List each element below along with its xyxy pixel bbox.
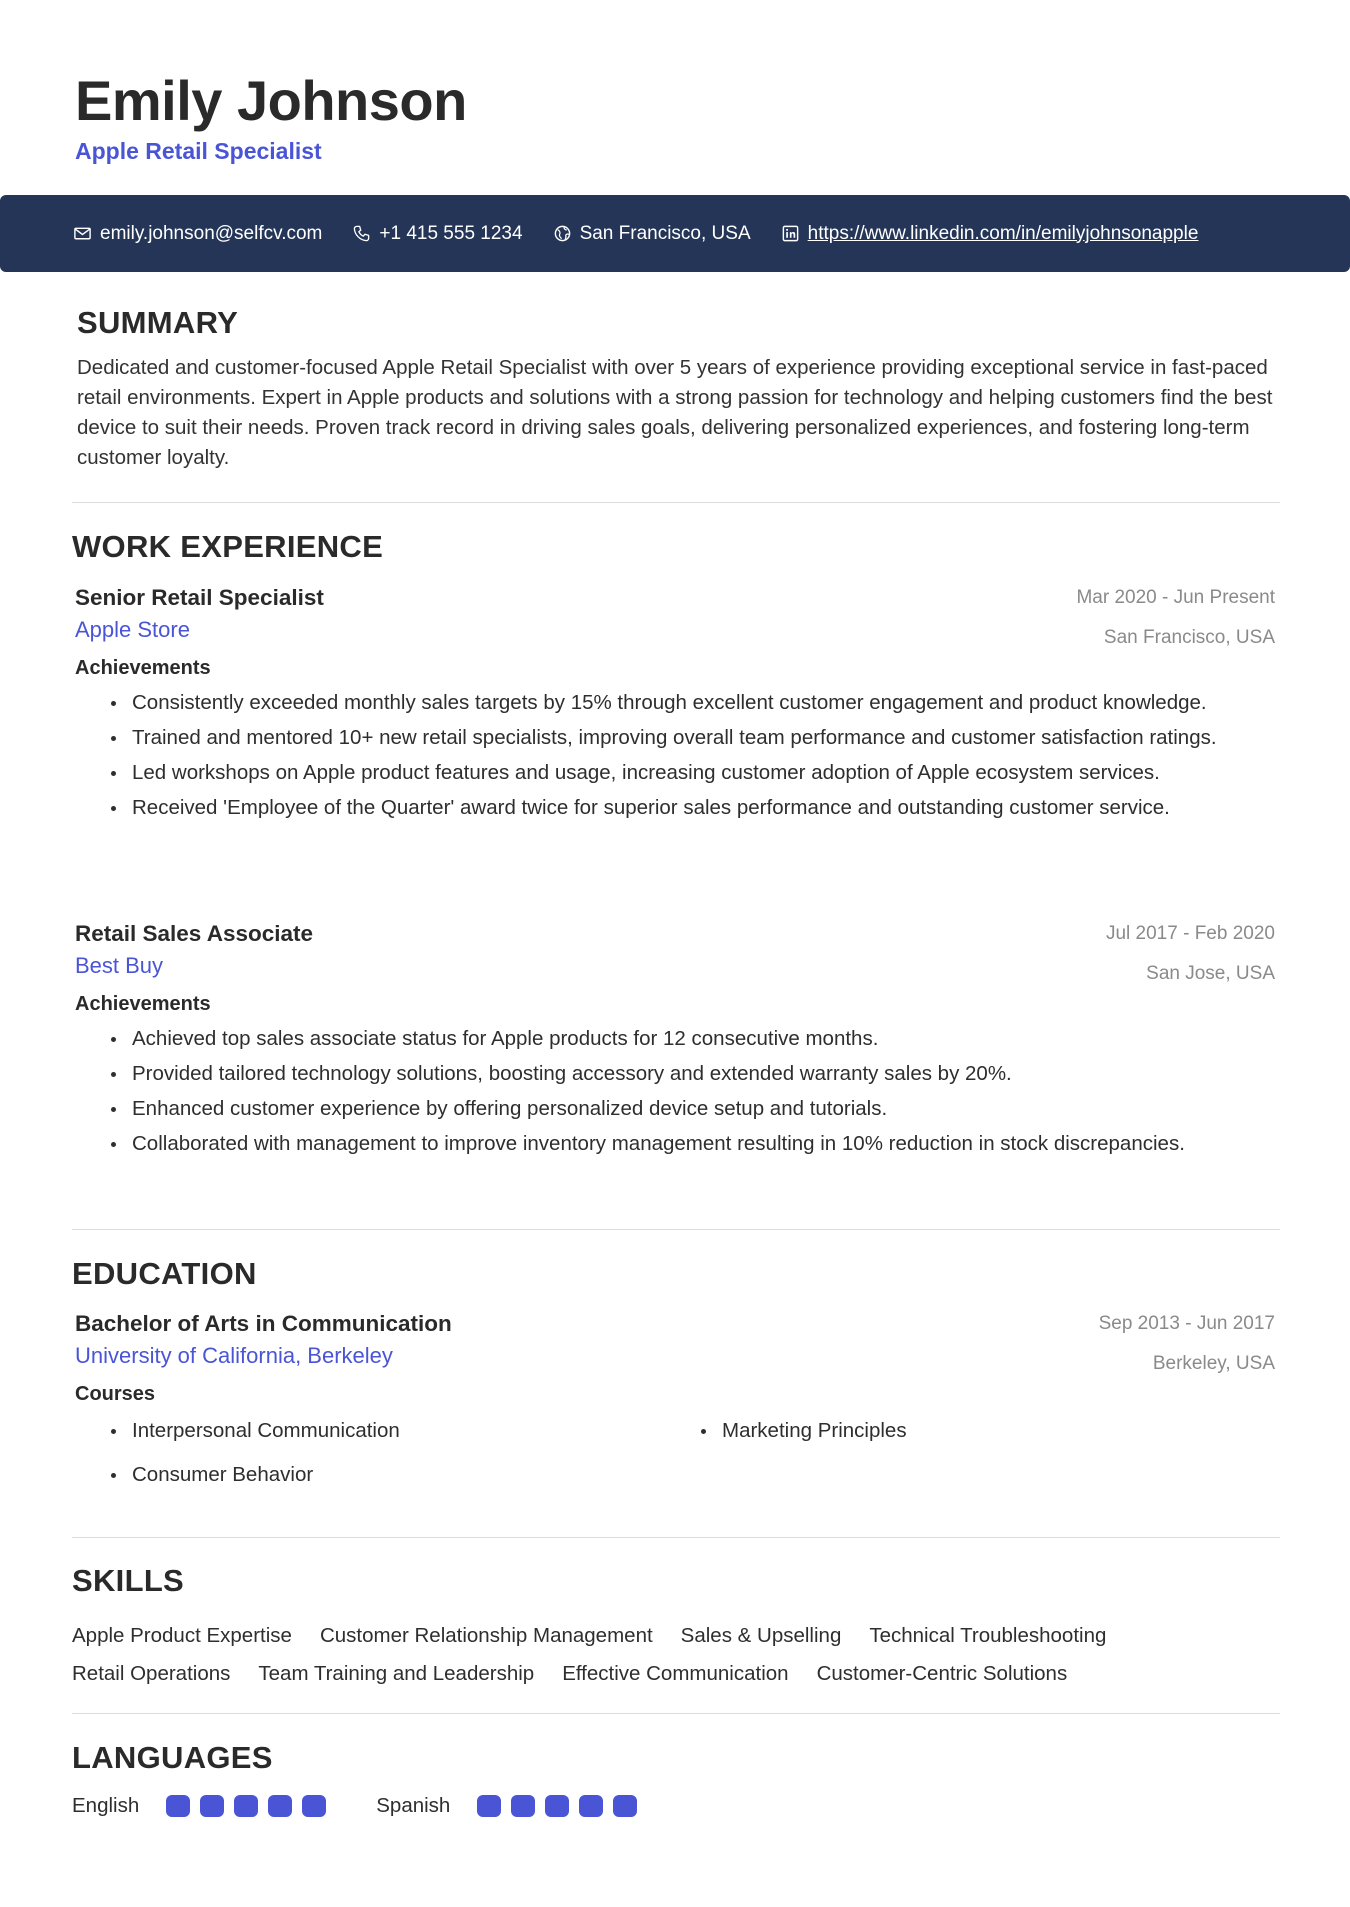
list-item: Consistently exceeded monthly sales targets by 15% through excellent customer engagement and product knowledge. bbox=[75, 688, 1275, 718]
contact-phone[interactable] bbox=[352, 223, 522, 245]
section-divider bbox=[72, 1537, 1280, 1538]
education-location: Berkeley, USA bbox=[1152, 1353, 1275, 1374]
level-dot bbox=[477, 1795, 501, 1817]
level-dot bbox=[511, 1795, 535, 1817]
resume-header bbox=[75, 68, 467, 165]
achievements-list bbox=[75, 688, 1275, 823]
skills-list bbox=[72, 1617, 1282, 1693]
experience-title: WORK EXPERIENCE bbox=[72, 529, 384, 564]
achievements-heading: Achievements bbox=[75, 993, 211, 1015]
phone-icon bbox=[352, 224, 371, 243]
skills-title: SKILLS bbox=[72, 1563, 185, 1598]
skill-item: Retail Operations bbox=[72, 1662, 231, 1685]
mail-icon bbox=[73, 224, 92, 243]
skill-item: Customer Relationship Management bbox=[319, 1624, 653, 1647]
language-name: English bbox=[72, 1794, 140, 1817]
skill-item: Apple Product Expertise bbox=[72, 1624, 292, 1647]
achievements-heading: Achievements bbox=[75, 657, 211, 679]
summary-title: SUMMARY bbox=[77, 305, 239, 340]
courses-list bbox=[75, 1416, 1275, 1490]
contact-email-text: emily.johnson@selfcv.com bbox=[100, 222, 323, 244]
education-date: Sep 2013 - Jun 2017 bbox=[1098, 1313, 1275, 1334]
linkedin-icon bbox=[781, 224, 800, 243]
contact-phone-text: +1 415 555 1234 bbox=[379, 222, 523, 244]
language-item bbox=[72, 1794, 336, 1818]
contact-bar bbox=[0, 195, 1350, 272]
skill-item: Sales & Upselling bbox=[680, 1624, 842, 1647]
level-dot bbox=[579, 1795, 603, 1817]
skill-item: Customer-Centric Solutions bbox=[816, 1662, 1068, 1685]
job-title: Retail Sales Associate bbox=[75, 921, 314, 946]
skills-section bbox=[72, 1563, 1280, 1693]
section-divider bbox=[72, 1229, 1280, 1230]
list-item: Received 'Employee of the Quarter' award twice for superior sales performance and outstanding customer service. bbox=[75, 793, 1275, 823]
list-item: Marketing Principles bbox=[665, 1416, 1255, 1446]
candidate-name: Emily Johnson bbox=[75, 69, 467, 132]
job-date: Mar 2020 - Jun Present bbox=[1076, 587, 1275, 608]
summary-section bbox=[72, 305, 1280, 473]
education-entry bbox=[75, 1311, 1275, 1490]
skill-item: Effective Communication bbox=[562, 1662, 789, 1685]
job-location: San Francisco, USA bbox=[1103, 627, 1275, 648]
languages-section bbox=[72, 1740, 1280, 1818]
job-title: Senior Retail Specialist bbox=[75, 585, 324, 610]
education-title: EDUCATION bbox=[72, 1256, 257, 1291]
list-item: Consumer Behavior bbox=[75, 1460, 665, 1490]
languages-list bbox=[72, 1794, 1280, 1818]
job-org: Apple Store bbox=[75, 617, 190, 642]
skill-item: Technical Troubleshooting bbox=[869, 1624, 1107, 1647]
language-item bbox=[376, 1794, 647, 1818]
language-name: Spanish bbox=[376, 1794, 451, 1817]
level-dot bbox=[545, 1795, 569, 1817]
job-location: San Jose, USA bbox=[1146, 963, 1275, 984]
language-level-dots bbox=[166, 1795, 336, 1817]
contact-linkedin-link[interactable]: https://www.linkedin.com/in/emilyjohnsonapple bbox=[807, 222, 1199, 244]
skill-item: Team Training and Leadership bbox=[258, 1662, 535, 1685]
contact-location-text: San Francisco, USA bbox=[579, 222, 751, 244]
globe-icon bbox=[553, 224, 572, 243]
degree-title: Bachelor of Arts in Communication bbox=[75, 1311, 452, 1336]
courses-heading: Courses bbox=[75, 1383, 156, 1405]
list-item: Enhanced customer experience by offering personalized device setup and tutorials. bbox=[75, 1094, 1275, 1124]
experience-section bbox=[72, 529, 1280, 565]
section-divider bbox=[72, 502, 1280, 503]
list-item: Collaborated with management to improve inventory management resulting in 10% reduction in stock discrepancies. bbox=[75, 1129, 1275, 1159]
contact-linkedin[interactable] bbox=[781, 223, 1199, 245]
list-item: Trained and mentored 10+ new retail specialists, improving overall team performance and customer satisfaction ratings. bbox=[75, 723, 1275, 753]
language-level-dots bbox=[477, 1795, 647, 1817]
achievements-list bbox=[75, 1024, 1275, 1159]
section-divider bbox=[72, 1713, 1280, 1714]
job-entry bbox=[75, 585, 1275, 828]
job-org: Best Buy bbox=[75, 953, 164, 978]
level-dot bbox=[200, 1795, 224, 1817]
list-item: Interpersonal Communication bbox=[75, 1416, 665, 1446]
list-item: Led workshops on Apple product features and usage, increasing customer adoption of Apple ecosystem services. bbox=[75, 758, 1275, 788]
contact-email[interactable] bbox=[73, 223, 322, 245]
level-dot bbox=[613, 1795, 637, 1817]
languages-title: LANGUAGES bbox=[72, 1740, 273, 1775]
level-dot bbox=[234, 1795, 258, 1817]
candidate-role: Apple Retail Specialist bbox=[75, 138, 322, 164]
list-item: Provided tailored technology solutions, boosting accessory and extended warranty sales by 20%. bbox=[75, 1059, 1275, 1089]
job-entry bbox=[75, 921, 1275, 1164]
contact-location bbox=[553, 223, 751, 245]
level-dot bbox=[302, 1795, 326, 1817]
level-dot bbox=[166, 1795, 190, 1817]
school-name: University of California, Berkeley bbox=[75, 1343, 393, 1368]
summary-text: Dedicated and customer-focused Apple Retail Specialist with over 5 years of experience providing exceptional service in fast-paced retail environments. Expert in Apple products and solutions with a strong passion for technology and helping customers find the best device to suit their needs. Proven track record in driving sales goals, delivering personalized experiences, and fostering long-term customer loyalty. bbox=[77, 356, 1273, 469]
level-dot bbox=[268, 1795, 292, 1817]
job-date: Jul 2017 - Feb 2020 bbox=[1105, 923, 1275, 944]
education-section bbox=[72, 1256, 1280, 1292]
list-item: Achieved top sales associate status for Apple products for 12 consecutive months. bbox=[75, 1024, 1275, 1054]
